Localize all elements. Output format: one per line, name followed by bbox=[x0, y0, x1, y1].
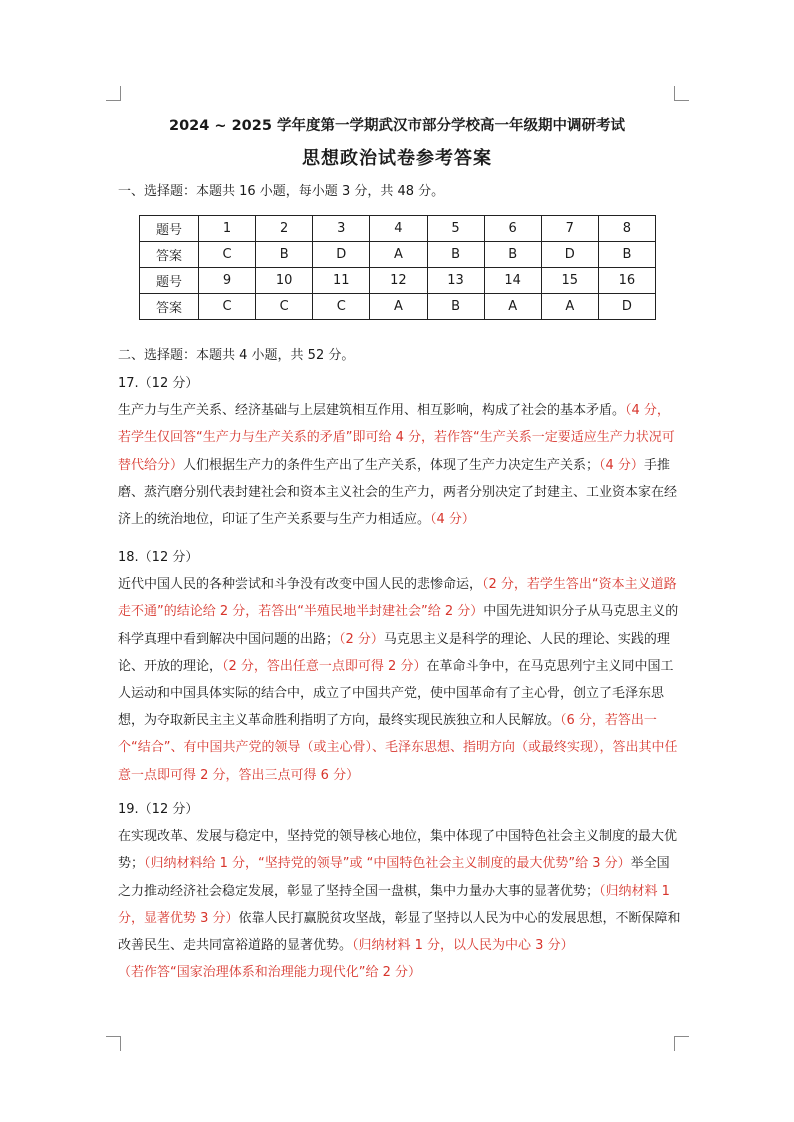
row-label-answer: 答案 bbox=[140, 294, 199, 320]
row-label-question: 题号 bbox=[140, 268, 199, 294]
answer-cell: C bbox=[256, 294, 313, 320]
answer-cell: D bbox=[313, 242, 370, 268]
grading-note: （2 分） bbox=[339, 631, 384, 647]
grading-note: （归纳材料 1 分，以人民为中心 3 分） bbox=[352, 938, 574, 954]
answer-text: 生产力与生产关系、经济基础与上层建筑相互作用、相互影响，构成了社会的基本矛盾。 bbox=[118, 403, 626, 419]
grading-note: （2 分，若学生答出“资本主义道路走不通”的结论给 2 分，若答出“半殖民地半封建社会”给 2 分） bbox=[118, 577, 677, 620]
grading-note: （4 分） bbox=[430, 512, 475, 528]
grading-note: （4 分） bbox=[599, 457, 644, 473]
row-label-answer: 答案 bbox=[140, 242, 199, 268]
answer-table bbox=[139, 215, 656, 320]
answer-cell: B bbox=[484, 242, 541, 268]
answer-text: 依靠人民打赢脱贫攻坚战，彰显了坚持以人民为中心的发展思想，不断保障和改善民生、走共同富裕道路的显著优势。 bbox=[118, 910, 681, 954]
question-number: 9 bbox=[199, 268, 256, 294]
crop-mark-top-right bbox=[674, 86, 689, 101]
table-row bbox=[140, 216, 656, 242]
question-number: 8 bbox=[598, 216, 655, 242]
question-number: 2 bbox=[256, 216, 313, 242]
answer-cell: B bbox=[598, 242, 655, 268]
question-number: 10 bbox=[256, 268, 313, 294]
answer-text: 中国先进知识分子从马克思主义的科学真理中看到解决中国问题的出路； bbox=[118, 604, 679, 647]
answer-text: 在实现改革、发展与稳定中，坚持党的领导核心地位，集中体现了中国特色社会主义制度的最大优势； bbox=[118, 829, 678, 872]
answer-text: 马克思主义是科学的理论、人民的理论、实践的理论、开放的理论， bbox=[118, 631, 670, 674]
answer-cell: D bbox=[598, 294, 655, 320]
answer-cell: D bbox=[541, 242, 598, 268]
question-18 bbox=[118, 544, 682, 789]
question-number: 12 bbox=[370, 268, 427, 294]
answer-cell: B bbox=[256, 242, 313, 268]
crop-mark-top-left bbox=[106, 86, 121, 101]
question-19 bbox=[118, 796, 682, 986]
question-17 bbox=[118, 370, 682, 533]
question-18-title: 18.（12 分） bbox=[118, 550, 199, 565]
answer-cell: A bbox=[370, 294, 427, 320]
answer-text: 手推磨、蒸汽磨分别代表封建社会和资本主义社会的生产力，两者分别决定了封建主、工业资本家在经济上的统治地位，印证了生产关系要与生产力相适应。 bbox=[118, 457, 678, 528]
row-label-question: 题号 bbox=[140, 216, 199, 242]
section1-heading: 一、选择题：本题共 16 小题，每小题 3 分，共 48 分。 bbox=[118, 184, 445, 199]
question-number: 16 bbox=[598, 268, 655, 294]
table-row bbox=[140, 294, 656, 320]
answer-key-title: 思想政治试卷参考答案 bbox=[302, 148, 492, 169]
alternative-answer-note: （若作答“国家治理体系和治理能力现代化”给 2 分） bbox=[118, 965, 422, 981]
table-row bbox=[140, 242, 656, 268]
grading-note: （4 分，若学生仅回答“生产力与生产关系的矛盾”即可给 4 分，若作答“生产关系一定要适应生产力状况可替代给分） bbox=[118, 403, 675, 473]
question-number: 11 bbox=[313, 268, 370, 294]
question-number: 15 bbox=[541, 268, 598, 294]
question-number: 1 bbox=[199, 216, 256, 242]
grading-note: （6 分，若答出一个“结合”、有中国共产党的领导（或主心骨）、毛泽东思想、指明方向（或最终实现），答出其中任意一点即可得 2 分，答出三点可得 6 分） bbox=[118, 713, 678, 783]
answer-text: 近代中国人民的各种尝试和斗争没有改变中国人民的悲惨命运， bbox=[118, 577, 483, 593]
answer-cell: C bbox=[199, 294, 256, 320]
question-number: 4 bbox=[370, 216, 427, 242]
question-number: 5 bbox=[427, 216, 484, 242]
table-row bbox=[140, 268, 656, 294]
answer-cell: C bbox=[313, 294, 370, 320]
grading-note: （归纳材料给 1 分，“坚持党的领导”或 “中国特色社会主义制度的最大优势”给 3 分） bbox=[144, 856, 631, 872]
answer-cell: A bbox=[484, 294, 541, 320]
crop-mark-bottom-right bbox=[674, 1036, 689, 1051]
question-number: 3 bbox=[313, 216, 370, 242]
question-number: 13 bbox=[427, 268, 484, 294]
answer-text: 举全国之力推动经济社会稳定发展，彰显了坚持全国一盘棋，集中力量办大事的显著优势； bbox=[118, 856, 670, 899]
answer-cell: A bbox=[370, 242, 427, 268]
answer-cell: C bbox=[199, 242, 256, 268]
grading-note: （归纳材料 1 分，显著优势 3 分） bbox=[118, 883, 670, 926]
question-19-title: 19.（12 分） bbox=[118, 802, 199, 817]
question-number: 7 bbox=[541, 216, 598, 242]
answer-text: 人们根据生产力的条件生产出了生产关系，体现了生产力决定生产关系； bbox=[183, 457, 600, 473]
crop-mark-bottom-left bbox=[106, 1036, 121, 1051]
exam-title: 2024 ~ 2025 学年度第一学期武汉市部分学校高一年级期中调研考试 bbox=[168, 118, 625, 134]
answer-cell: B bbox=[427, 294, 484, 320]
section2-heading: 二、选择题：本题共 4 小题，共 52 分。 bbox=[118, 348, 355, 363]
answer-text: 在革命斗争中，在马克思列宁主义同中国工人运动和中国具体实际的结合中，成立了中国共产党，使中国革命有了主心骨，创立了毛泽东思想，为夺取新民主主义革命胜利指明了方向，最终实现民族独立和人民解放。 bbox=[118, 658, 674, 729]
question-number: 6 bbox=[484, 216, 541, 242]
question-number: 14 bbox=[484, 268, 541, 294]
question-17-title: 17.（12 分） bbox=[118, 376, 199, 391]
grading-note: （2 分，答出任意一点即可得 2 分） bbox=[222, 658, 427, 674]
answer-cell: A bbox=[541, 294, 598, 320]
answer-cell: B bbox=[427, 242, 484, 268]
